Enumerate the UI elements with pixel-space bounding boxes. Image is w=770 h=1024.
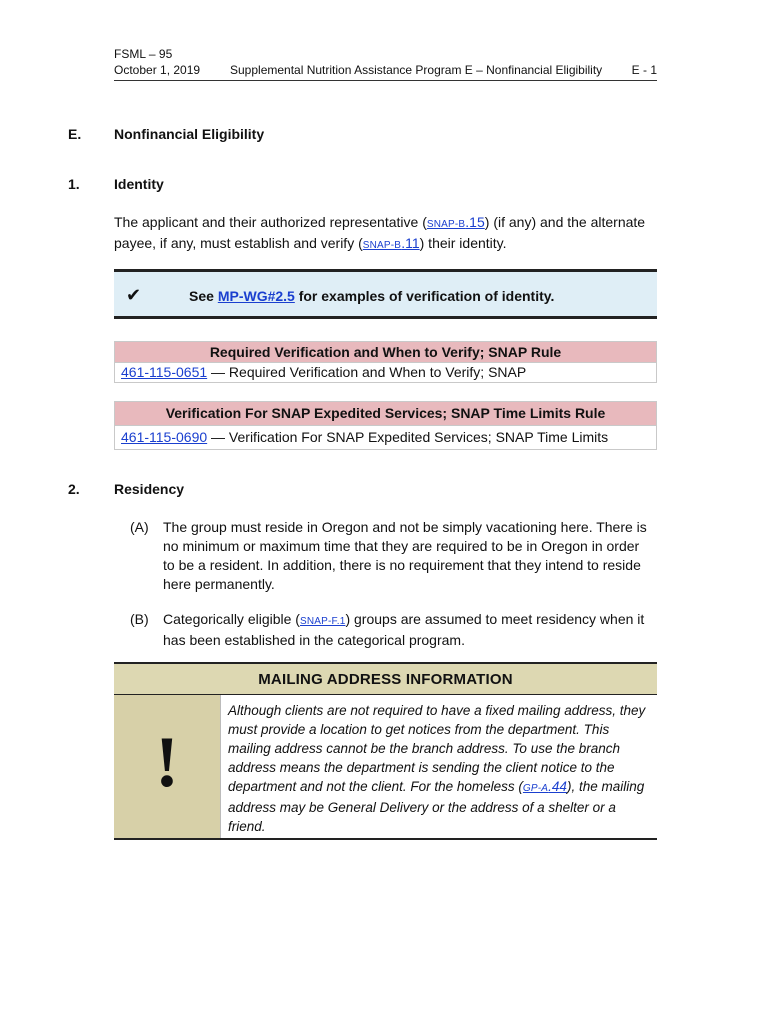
rule-header: Required Verification and When to Verify; SNAP Rule — [115, 342, 656, 363]
rule-461-115-0690-link[interactable]: 461-115-0690 — [121, 429, 208, 445]
item-label: (B) — [130, 611, 149, 627]
identity-paragraph — [114, 213, 659, 255]
rule-body: 461-115-0690 — Verification For SNAP Expedited Services; SNAP Time Limits — [115, 426, 656, 449]
identity-number: 1. — [68, 176, 80, 192]
section-number: E. — [68, 126, 82, 142]
snap-f1-link[interactable]: SNAP-F.1 — [299, 616, 346, 627]
see-note-text: See MP-WG#2.5 for examples of verification of identity. — [189, 288, 555, 304]
page-number: E - 1 — [631, 63, 657, 77]
manual-number: FSML – 95 — [114, 47, 173, 61]
mailing-address-box — [114, 662, 657, 840]
header-divider — [114, 80, 657, 81]
residency-item-b — [130, 610, 650, 650]
identity-text-1: The applicant and their authorized representative ( — [114, 214, 427, 230]
exclamation-icon: ! — [155, 722, 179, 802]
rule-table-expedited-services — [114, 401, 657, 450]
snap-b15-link[interactable]: SNAP-B.15 — [426, 214, 485, 230]
mailing-box-text: Although clients are not required to have a fixed mailing address, they must provide a location to get notices from the department. This mailing address cannot be the branch address. To use the branch address means the department is sending the client notice to the department and not the client. For the homeless (GP-A.44), the mailing address may be General Delivery or the address of a shelter or a friend. — [228, 703, 646, 834]
gp-a44-link[interactable]: GP-A.44 — [522, 779, 567, 794]
section-title: Nonfinancial Eligibility — [114, 126, 265, 142]
rule-461-115-0651-link[interactable]: 461-115-0651 — [121, 364, 208, 380]
item-text: Categorically eligible (SNAP-F.1) groups are assumed to meet residency when it has been established in the categorical program. — [163, 611, 645, 648]
see-note-box — [114, 269, 657, 319]
item-label: (A) — [130, 519, 149, 535]
residency-item-a — [130, 518, 650, 594]
header-title: Supplemental Nutrition Assistance Program E – Nonfinancial Eligibility — [230, 63, 603, 77]
rule-table-required-verification — [114, 341, 657, 383]
rule-header: Verification For SNAP Expedited Services; SNAP Time Limits Rule — [115, 402, 656, 426]
residency-title: Residency — [114, 481, 185, 497]
identity-text-3: ) their identity. — [419, 235, 507, 251]
warning-sidebar — [114, 695, 221, 838]
mailing-box-title: MAILING ADDRESS INFORMATION — [114, 664, 657, 695]
item-text: The group must reside in Oregon and not be simply vacationing here. There is no minimum or maximum time that they are required to be in Oregon in order to be a resident. In addition, there is no requirement that they intend to reside here permanently. — [163, 519, 647, 592]
residency-number: 2. — [68, 481, 80, 497]
snap-b11-link[interactable]: SNAP-B.11 — [362, 235, 420, 251]
header-date: October 1, 2019 — [114, 63, 201, 77]
rule-body: 461-115-0651 — Required Verification and When to Verify; SNAP — [115, 363, 656, 382]
identity-title: Identity — [114, 176, 164, 192]
checkmark-icon: ✔ — [126, 285, 142, 305]
identity-text-2: ) (if any) and the alternate payee, if any, must establish and verify ( — [114, 214, 646, 251]
mp-wg-link[interactable]: MP-WG#2.5 — [217, 288, 295, 304]
running-header — [114, 63, 657, 77]
